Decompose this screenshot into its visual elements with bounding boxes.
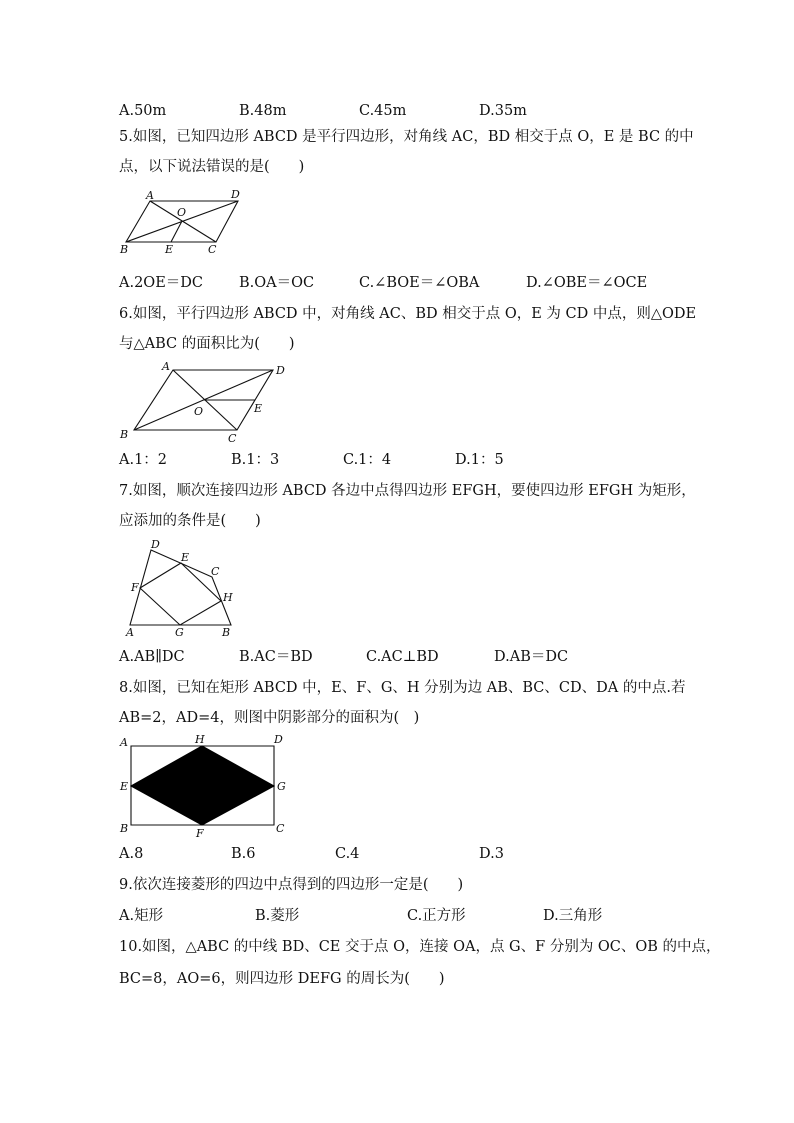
q5-text-line1: 5.如图，已知四边形 ABCD 是平行四边形，对角线 AC，BD 相交于点 O，E 是 BC 的中 bbox=[119, 129, 694, 145]
q6-label-o: O bbox=[194, 405, 204, 418]
q8-option-c: C.4 bbox=[335, 846, 360, 862]
q8-label-f: F bbox=[196, 827, 204, 840]
q8-label-a: A bbox=[120, 736, 128, 749]
q6-text-line1: 6.如图，平行四边形 ABCD 中，对角线 AC、BD 相交于点 O，E 为 CD 中点，则△ODE bbox=[119, 306, 697, 322]
option-d: D.35m bbox=[479, 103, 527, 119]
q7-label-g: G bbox=[175, 626, 184, 639]
q8-label-d: D bbox=[274, 733, 283, 746]
q6-option-d: D.1：5 bbox=[455, 452, 504, 468]
q7-label-d: D bbox=[151, 538, 160, 551]
q7-label-e: E bbox=[181, 551, 190, 564]
option-b: B.48m bbox=[239, 103, 287, 119]
q9-option-c: C.正方形 bbox=[407, 908, 466, 924]
q6-label-d: D bbox=[276, 364, 285, 377]
q8-options bbox=[0, 844, 794, 864]
q5-option-b: B.OA＝OC bbox=[239, 275, 315, 291]
q8-label-h: H bbox=[195, 733, 205, 746]
q6-text-line2: 与△ABC 的面积比为( ) bbox=[119, 336, 295, 352]
q7-label-a: A bbox=[126, 626, 134, 639]
q8-label-b: B bbox=[120, 822, 129, 835]
q9-option-d: D.三角形 bbox=[543, 908, 603, 924]
q8-option-a: A.8 bbox=[119, 846, 144, 862]
q6-option-a: A.1：2 bbox=[119, 452, 168, 468]
q7-text-line1: 7.如图，顺次连接四边形 ABCD 各边中点得四边形 EFGH，要使四边形 EFGH 为矩形， bbox=[119, 483, 696, 499]
option-a: A.50m bbox=[119, 103, 167, 119]
q8-option-b: B.6 bbox=[231, 846, 256, 862]
q5-label-c: C bbox=[208, 243, 217, 256]
q5-option-a: A.2OE＝DC bbox=[119, 275, 203, 291]
q6-label-b: B bbox=[120, 428, 129, 441]
q7-text-line2: 应添加的条件是( ) bbox=[119, 513, 261, 529]
q5-option-d: D.∠OBE＝∠OCE bbox=[526, 275, 648, 291]
q5-option-c: C.∠BOE＝∠OBA bbox=[359, 275, 480, 291]
q7-option-d: D.AB＝DC bbox=[494, 649, 569, 665]
q8-option-d: D.3 bbox=[479, 846, 504, 862]
q10-text-line1: 10.如图，△ABC 的中线 BD、CE 交于点 O，连接 OA，点 G、F 分别为 OC、OB 的中点， bbox=[119, 939, 721, 955]
q9-options bbox=[0, 906, 794, 926]
q9-option-a: A.矩形 bbox=[119, 908, 164, 924]
q7-label-f: F bbox=[131, 581, 139, 594]
option-c: C.45m bbox=[359, 103, 407, 119]
q8-shaded-rhombus bbox=[131, 746, 274, 825]
q5-text-line2: 点，以下说法错误的是( ) bbox=[119, 159, 305, 175]
q7-label-b: B bbox=[222, 626, 231, 639]
q6-label-c: C bbox=[228, 432, 237, 445]
q6-option-c: C.1：4 bbox=[343, 452, 392, 468]
q8-text-line2: AB=2，AD=4，则图中阴影部分的面积为( ) bbox=[119, 710, 420, 726]
q10-text-line2: BC=8，AO=6，则四边形 DEFG 的周长为( ) bbox=[119, 971, 445, 987]
q7-option-a: A.AB∥DC bbox=[119, 649, 185, 665]
q5-label-o: O bbox=[177, 206, 187, 219]
q6-label-e: E bbox=[254, 402, 263, 415]
q5-label-b: B bbox=[120, 243, 129, 256]
q7-label-h: H bbox=[223, 591, 233, 604]
q8-label-g: G bbox=[277, 780, 286, 793]
q7-option-c: C.AC⊥BD bbox=[366, 649, 439, 665]
q7-label-c: C bbox=[211, 565, 220, 578]
q6-label-a: A bbox=[162, 360, 170, 373]
q8-label-e: E bbox=[120, 780, 129, 793]
q8-text-line1: 8.如图，已知在矩形 ABCD 中，E、F、G、H 分别为边 AB、BC、CD、DA 的中点.若 bbox=[119, 680, 686, 696]
q9-option-b: B.菱形 bbox=[255, 908, 300, 924]
q5-label-d: D bbox=[231, 188, 240, 201]
q8-label-c: C bbox=[276, 822, 285, 835]
q5-label-e: E bbox=[165, 243, 174, 256]
q7-option-b: B.AC＝BD bbox=[239, 649, 313, 665]
q9-text-line1: 9.依次连接菱形的四边中点得到的四边形一定是( ) bbox=[119, 877, 464, 893]
q6-option-b: B.1：3 bbox=[231, 452, 280, 468]
q5-label-a: A bbox=[146, 189, 154, 202]
